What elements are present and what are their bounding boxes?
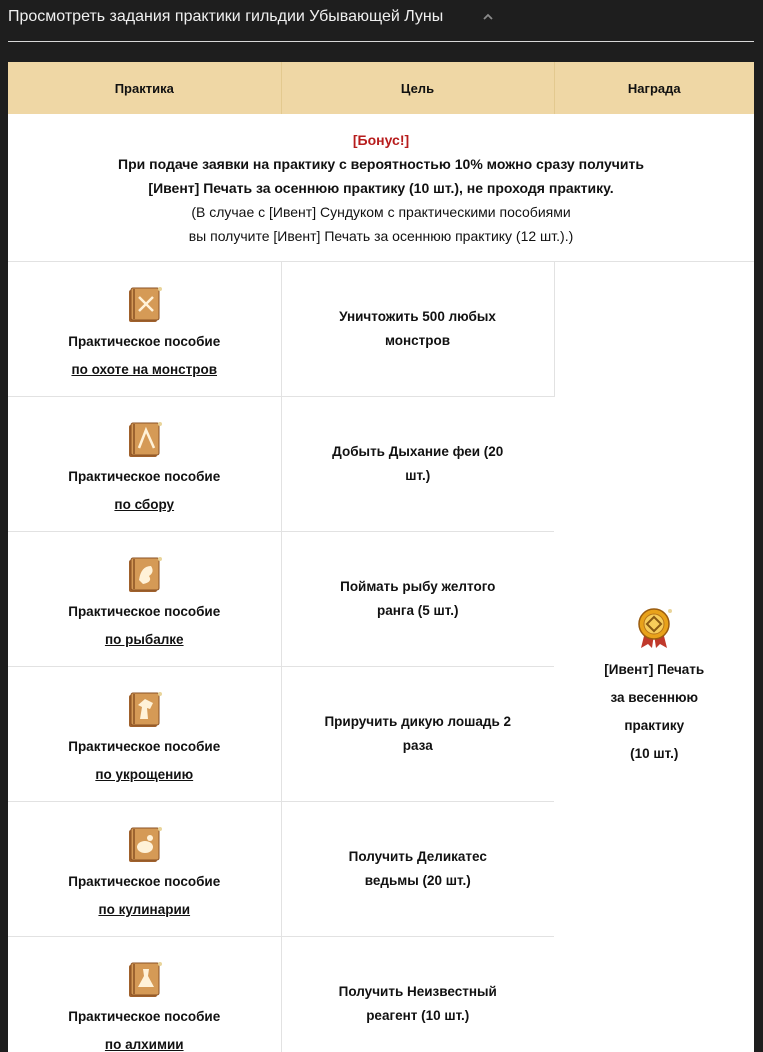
table-header-row bbox=[8, 62, 754, 114]
reward-line-3: практику bbox=[555, 712, 755, 740]
reward-cell bbox=[554, 262, 754, 1052]
bonus-row bbox=[8, 114, 754, 262]
alchemy-manual-icon bbox=[123, 959, 165, 1001]
goal-cell: Поймать рыбу желтого ранга (5 шт.) bbox=[281, 532, 554, 667]
manual-cell bbox=[8, 262, 281, 397]
table-row bbox=[8, 262, 754, 397]
reward-line-2: за весеннюю bbox=[555, 684, 755, 712]
manual-title: Практическое пособие bbox=[8, 602, 281, 622]
manual-title: Практическое пособие bbox=[8, 737, 281, 757]
manual-title: Практическое пособие bbox=[8, 332, 281, 352]
practice-table bbox=[8, 62, 754, 1052]
manual-cell bbox=[8, 667, 281, 802]
manual-link-gathering[interactable]: по сбору bbox=[114, 495, 174, 515]
bonus-line-1: При подаче заявки на практику с вероятностью 10% можно сразу получить bbox=[8, 152, 754, 176]
bonus-note-1: (В случае с [Ивент] Сундуком с практическими пособиями bbox=[8, 200, 754, 224]
manual-cell bbox=[8, 937, 281, 1052]
goal-cell: Добыть Дыхание феи (20 шт.) bbox=[281, 397, 554, 532]
page-title: Просмотреть задания практики гильдии Убывающей Луны bbox=[8, 7, 443, 27]
manual-link-cooking[interactable]: по кулинарии bbox=[98, 900, 190, 920]
practice-table-container bbox=[8, 62, 754, 1052]
manual-cell bbox=[8, 532, 281, 667]
bonus-note-2: вы получите [Ивент] Печать за осеннюю практику (12 шт.).) bbox=[8, 224, 754, 248]
training-manual-icon bbox=[123, 689, 165, 731]
fishing-manual-icon bbox=[123, 554, 165, 596]
hunting-manual-icon bbox=[123, 284, 165, 326]
manual-link-taming[interactable]: по укрощению bbox=[95, 765, 193, 785]
reward-line-1: [Ивент] Печать bbox=[555, 656, 755, 684]
gathering-manual-icon bbox=[123, 419, 165, 461]
medal-icon bbox=[633, 606, 675, 650]
manual-title: Практическое пособие bbox=[8, 467, 281, 487]
goal-cell: Получить Деликатес ведьмы (20 шт.) bbox=[281, 802, 554, 937]
manual-cell bbox=[8, 397, 281, 532]
header-divider bbox=[8, 41, 754, 42]
bonus-cell bbox=[8, 114, 754, 262]
reward-line-4: (10 шт.) bbox=[555, 740, 755, 768]
bonus-line-2: [Ивент] Печать за осеннюю практику (10 шт.), не проходя практику. bbox=[8, 176, 754, 200]
goal-cell: Приручить дикую лошадь 2 раза bbox=[281, 667, 554, 802]
column-header-goal: Цель bbox=[281, 62, 554, 114]
goal-cell: Уничтожить 500 любых монстров bbox=[281, 262, 554, 397]
goal-cell: Получить Неизвестный реагент (10 шт.) bbox=[281, 937, 554, 1052]
bonus-title: [Бонус!] bbox=[8, 128, 754, 152]
column-header-practice: Практика bbox=[8, 62, 281, 114]
page-header bbox=[0, 0, 763, 42]
chevron-up-icon[interactable] bbox=[481, 10, 495, 24]
manual-title: Практическое пособие bbox=[8, 1007, 281, 1027]
manual-title: Практическое пособие bbox=[8, 872, 281, 892]
column-header-reward: Награда bbox=[554, 62, 754, 114]
manual-cell bbox=[8, 802, 281, 937]
manual-link-fishing[interactable]: по рыбалке bbox=[105, 630, 184, 650]
manual-link-hunting[interactable]: по охоте на монстров bbox=[71, 360, 217, 380]
cooking-manual-icon bbox=[123, 824, 165, 866]
manual-link-alchemy[interactable]: по алхимии bbox=[105, 1035, 184, 1052]
